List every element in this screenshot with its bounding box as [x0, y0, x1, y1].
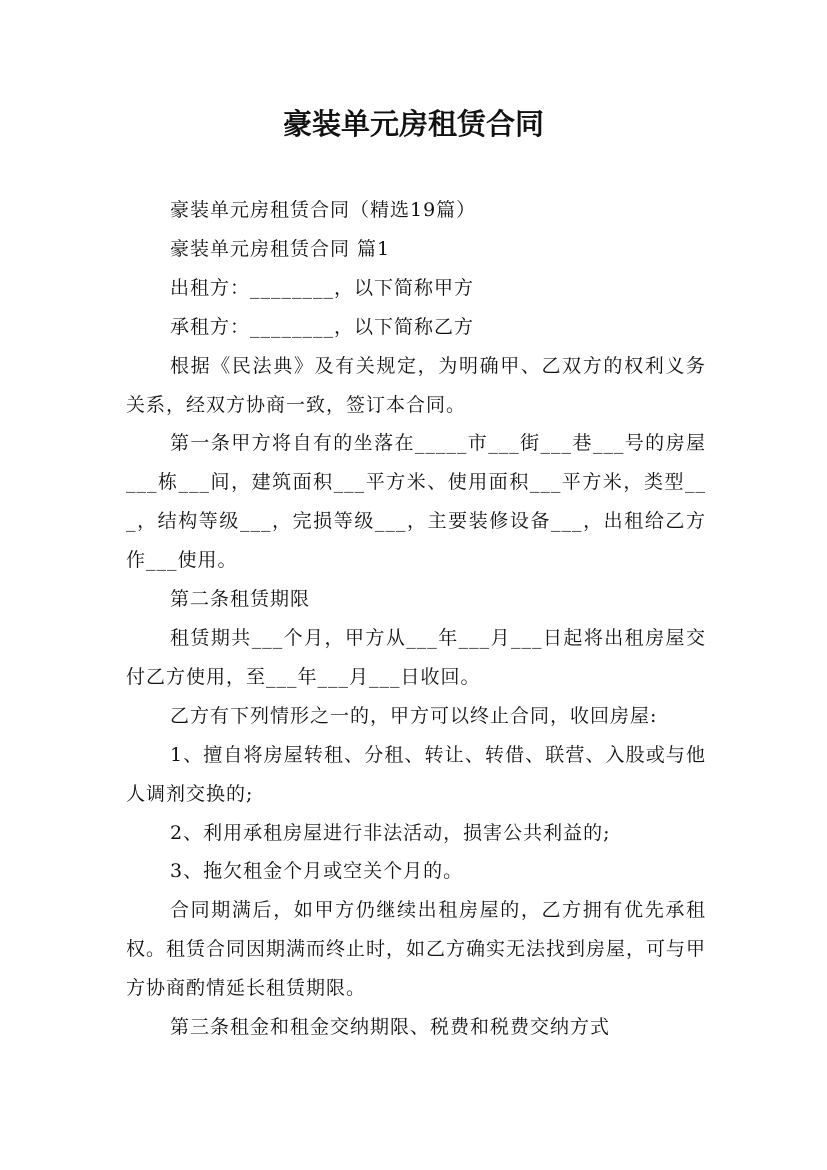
paragraph-preamble: 根据《民法典》及有关规定，为明确甲、乙双方的权利义务关系，经双方协商一致，签订本合同。: [126, 354, 706, 416]
paragraph-article-3-heading: 第三条租金和租金交纳期限、税费和税费交纳方式: [170, 1016, 611, 1039]
paragraph-collection-title: 豪装单元房租赁合同（精选19篇）: [170, 199, 477, 221]
paragraph-condition-1: 1、擅自将房屋转租、分租、转让、转借、联营、入股或与他人调剂交换的;: [126, 743, 706, 805]
paragraph-condition-3: 3、拖欠租金个月或空关个月的。: [170, 860, 464, 883]
paragraph-article-1: 第一条甲方将自有的坐落在_____市___街___巷___号的房屋___栋___间，建筑面积___平方米、使用面积___平方米，类型___，结构等级___，完损等级___，主要装修设备___，出租给乙方作___使用。: [126, 432, 706, 572]
paragraph-section-heading: 豪装单元房租赁合同 篇1: [170, 237, 391, 260]
paragraph-lessee: 承租方：________，以下简称乙方: [170, 315, 475, 338]
document-body: [126, 191, 706, 1047]
document-title: 豪装单元房租赁合同: [282, 107, 544, 141]
paragraph-renewal: 合同期满后，如甲方仍继续出租房屋的，乙方拥有优先承租权。租赁合同因期满而终止时，如乙方确实无法找到房屋，可与甲方协商酌情延长租赁期限。: [126, 899, 707, 1000]
paragraph-lease-term: 租赁期共___个月，甲方从___年___月___日起将出租房屋交付乙方使用，至___年___月___日收回。: [126, 626, 706, 688]
paragraph-lessor: 出租方：________，以下简称甲方: [170, 276, 475, 299]
paragraph-termination-conditions: 乙方有下列情形之一的，甲方可以终止合同，收回房屋:: [170, 704, 658, 727]
paragraph-article-2-heading: 第二条租赁期限: [170, 588, 311, 611]
paragraph-condition-2: 2、利用承租房屋进行非法活动，损害公共利益的;: [170, 821, 611, 844]
